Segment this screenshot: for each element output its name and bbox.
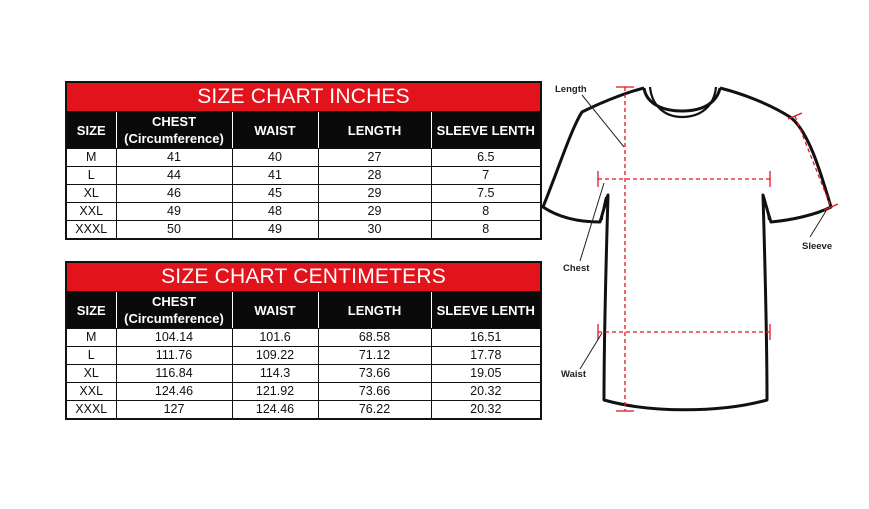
size-chart-centimeters-title: SIZE CHART CENTIMETERS — [66, 262, 541, 292]
centimeters-header-3: LENGTH — [318, 292, 431, 329]
table-cell: XL — [66, 365, 116, 383]
table-cell: 44 — [116, 167, 232, 185]
table-row — [66, 401, 541, 420]
table-cell: 6.5 — [431, 149, 541, 167]
table-cell: 116.84 — [116, 365, 232, 383]
size-chart-inches-table — [65, 81, 542, 240]
table-cell: 20.32 — [431, 401, 541, 420]
table-cell: 76.22 — [318, 401, 431, 420]
chest-label: Chest — [563, 263, 590, 274]
table-cell: L — [66, 347, 116, 365]
table-cell: 111.76 — [116, 347, 232, 365]
table-cell: 68.58 — [318, 329, 431, 347]
size-chart-inches-title: SIZE CHART INCHES — [66, 82, 541, 112]
sleeve-label: Sleeve — [802, 241, 833, 252]
table-cell: 49 — [116, 203, 232, 221]
table-cell: 101.6 — [232, 329, 318, 347]
size-chart-centimeters-table — [65, 261, 542, 420]
table-cell: 41 — [232, 167, 318, 185]
table-cell: 20.32 — [431, 383, 541, 401]
table-cell: 114.3 — [232, 365, 318, 383]
table-cell: 121.92 — [232, 383, 318, 401]
table-row — [66, 149, 541, 167]
centimeters-header-1: CHEST (Circumference) — [116, 292, 232, 329]
centimeters-header-4: SLEEVE LENTH — [431, 292, 541, 329]
table-cell: 7.5 — [431, 185, 541, 203]
table-cell: 73.66 — [318, 383, 431, 401]
table-cell: 46 — [116, 185, 232, 203]
table-cell: 48 — [232, 203, 318, 221]
table-row — [66, 185, 541, 203]
table-cell: 124.46 — [232, 401, 318, 420]
inches-header-1: CHEST (Circumference) — [116, 112, 232, 149]
table-cell: 45 — [232, 185, 318, 203]
table-cell: 41 — [116, 149, 232, 167]
table-cell: 29 — [318, 203, 431, 221]
table-cell: 109.22 — [232, 347, 318, 365]
table-cell: 40 — [232, 149, 318, 167]
tshirt-outline — [543, 87, 831, 410]
table-cell: XXL — [66, 383, 116, 401]
table-cell: 73.66 — [318, 365, 431, 383]
table-row — [66, 329, 541, 347]
table-cell: 17.78 — [431, 347, 541, 365]
table-cell: 28 — [318, 167, 431, 185]
table-cell: 7 — [431, 167, 541, 185]
inches-header-2: WAIST — [232, 112, 318, 149]
table-row — [66, 383, 541, 401]
table-row — [66, 167, 541, 185]
table-cell: L — [66, 167, 116, 185]
table-cell: XXXL — [66, 401, 116, 420]
table-cell: 19.05 — [431, 365, 541, 383]
table-cell: M — [66, 329, 116, 347]
table-cell: 27 — [318, 149, 431, 167]
table-cell: XL — [66, 185, 116, 203]
table-cell: 8 — [431, 203, 541, 221]
centimeters-header-0: SIZE — [66, 292, 116, 329]
leader-lines — [580, 95, 826, 369]
table-row — [66, 203, 541, 221]
table-cell: 104.14 — [116, 329, 232, 347]
table-cell: 30 — [318, 221, 431, 240]
centimeters-header-2: WAIST — [232, 292, 318, 329]
table-row — [66, 365, 541, 383]
table-cell: 29 — [318, 185, 431, 203]
table-cell: 127 — [116, 401, 232, 420]
table-cell: XXL — [66, 203, 116, 221]
table-row — [66, 221, 541, 240]
table-cell: 50 — [116, 221, 232, 240]
table-row — [66, 347, 541, 365]
table-cell: 8 — [431, 221, 541, 240]
inches-header-0: SIZE — [66, 112, 116, 149]
waist-label: Waist — [561, 369, 586, 380]
table-cell: 49 — [232, 221, 318, 240]
tshirt-measurement-diagram — [540, 75, 845, 425]
table-cell: 124.46 — [116, 383, 232, 401]
table-cell: 16.51 — [431, 329, 541, 347]
table-cell: 71.12 — [318, 347, 431, 365]
table-cell: M — [66, 149, 116, 167]
inches-header-4: SLEEVE LENTH — [431, 112, 541, 149]
table-cell: XXXL — [66, 221, 116, 240]
inches-header-3: LENGTH — [318, 112, 431, 149]
length-label: Length — [555, 84, 587, 95]
